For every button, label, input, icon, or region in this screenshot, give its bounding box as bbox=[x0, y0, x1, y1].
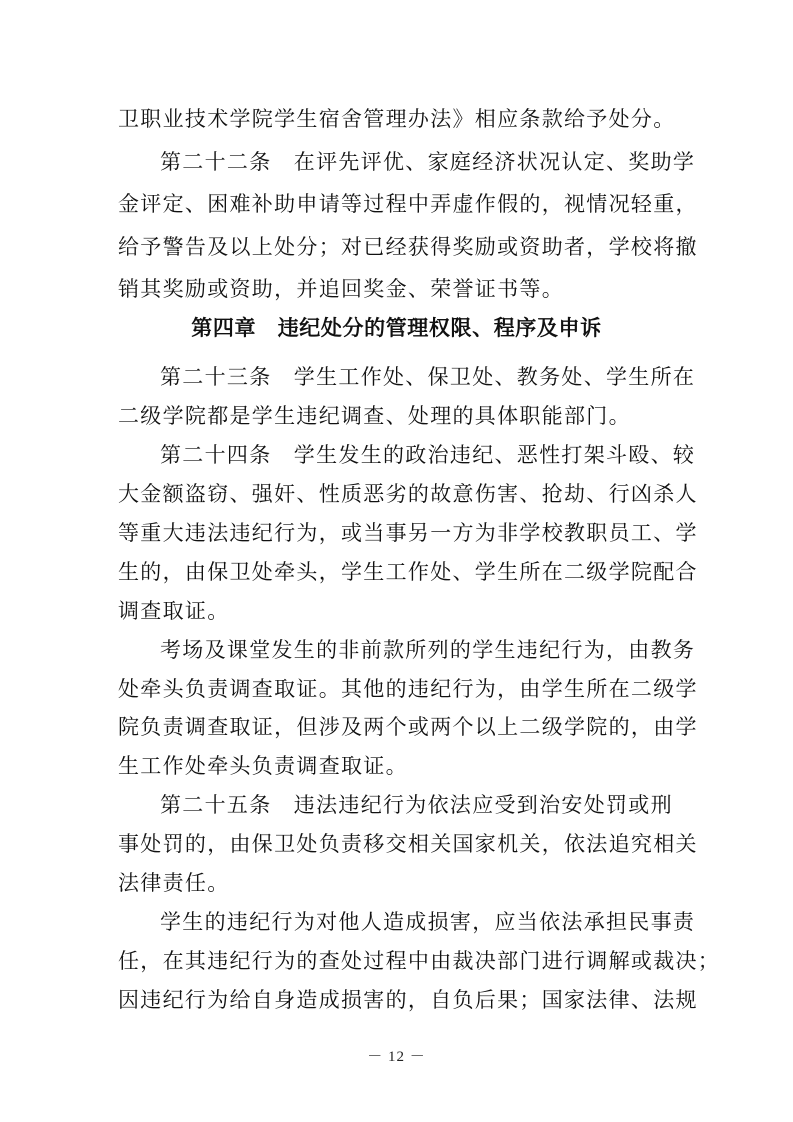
text-line: 调查取证。 bbox=[118, 599, 230, 623]
paragraph-start: 考场及课堂发生的非前款所列的学生违纪行为，由教务 bbox=[160, 638, 696, 662]
text-line: 事处罚的，由保卫处负责移交相关国家机关，依法追究相关 bbox=[118, 832, 698, 856]
article-24-start: 第二十四条 学生发生的政治违纪、恶性打架斗殴、较 bbox=[160, 443, 696, 467]
article-23-start: 第二十三条 学生工作处、保卫处、教务处、学生所在 bbox=[160, 365, 696, 389]
text-line: 生的，由保卫处牵头，学生工作处、学生所在二级学院配合 bbox=[118, 560, 698, 584]
text-line: 给予警告及以上处分；对已经获得奖励或资助者，学校将撤 bbox=[118, 234, 698, 259]
text-line: 等重大违法违纪行为，或当事另一方为非学校教职员工、学 bbox=[118, 521, 698, 545]
text-line: 大金额盗窃、强奸、性质恶劣的故意伤害、抢劫、行凶杀人 bbox=[118, 482, 698, 506]
text-line: 院负责调查取证，但涉及两个或两个以上二级学院的，由学 bbox=[118, 715, 698, 739]
text-line: 金评定、困难补助申请等过程中弄虚作假的，视情况轻重， bbox=[118, 192, 698, 216]
article-22-start: 第二十二条 在评先评优、家庭经济状况认定、奖助学 bbox=[160, 149, 696, 174]
text-line: 销其奖励或资助，并追回奖金、荣誉证书等。 bbox=[118, 277, 564, 301]
page-number: － 12 － bbox=[367, 1049, 426, 1065]
text-line: 生工作处牵头负责调查取证。 bbox=[118, 754, 408, 778]
article-25-start: 第二十五条 违法违纪行为依法应受到治安处罚或刑 bbox=[160, 793, 673, 817]
text-line: 任，在其违纪行为的查处过程中由裁决部门进行调解或裁决； bbox=[118, 949, 721, 973]
text-line: 二级学院都是学生违纪调查、处理的具体职能部门。 bbox=[118, 404, 631, 428]
text-line: 法律责任。 bbox=[118, 871, 230, 895]
chapter-heading: 第四章 违纪处分的管理权限、程序及申诉 bbox=[191, 316, 602, 340]
text-line: 处牵头负责调查取证。其他的违纪行为，由学生所在二级学 bbox=[118, 677, 698, 701]
text-line: 卫职业技术学院学生宿舍管理办法》相应条款给予处分。 bbox=[118, 107, 676, 131]
text-line: 因违纪行为给自身造成损害的，自负后果；国家法律、法规 bbox=[118, 988, 698, 1012]
paragraph-start: 学生的违纪行为对他人造成损害，应当依法承担民事责 bbox=[160, 910, 696, 934]
